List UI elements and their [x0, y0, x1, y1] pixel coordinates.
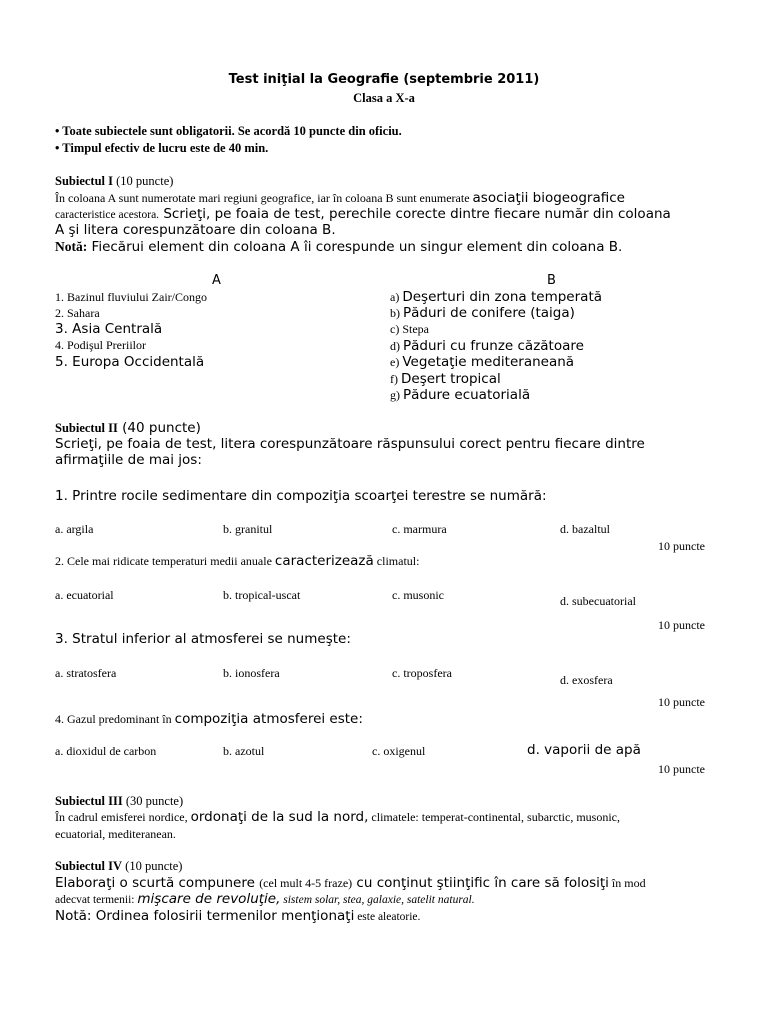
item-d: Păduri cu frunze căzătoare — [403, 338, 584, 354]
section-4-line-1 — [55, 875, 646, 891]
q2-option-a: a. ecuatorial — [55, 588, 114, 602]
letter-d: d) — [390, 339, 400, 353]
q4-points: 10 puncte — [658, 762, 705, 776]
s3-line1a: În cadrul emisferei nordice, — [55, 810, 191, 824]
q1-option-d: d. bazaltul — [560, 522, 610, 536]
section-4-heading — [55, 859, 182, 874]
q3-option-a: a. stratosfera — [55, 666, 117, 680]
letter-c: c) — [390, 322, 400, 336]
column-b-item — [390, 305, 575, 321]
section-4-title: Subiectul IV — [55, 859, 123, 873]
question-2 — [55, 553, 419, 569]
s1-line1b: asociaţii biogeografice — [472, 190, 625, 206]
s4-line1d: conţinut ştiinţific în care să folosiţi — [376, 875, 609, 891]
q2-option-b: b. tropical-uscat — [223, 588, 301, 602]
q1-option-c: c. marmura — [392, 522, 447, 536]
section-4-note — [55, 908, 420, 925]
column-b-item — [390, 387, 530, 403]
column-b-item — [390, 371, 501, 387]
s3-line1c: climatele: temperat-continental, subarctic, musonic, — [368, 810, 620, 824]
section-2-heading — [55, 420, 201, 436]
s4-line2b: mişcare de revoluţie, — [137, 891, 281, 907]
s1-note-label: Notă: — [55, 239, 88, 254]
q2-points: 10 puncte — [658, 618, 705, 632]
q4-option-d: d. vaporii de apă — [527, 742, 641, 758]
section-4-points: (10 puncte) — [122, 859, 183, 873]
s1-line1a: În coloana A sunt numerotate mari regiuni geografice, iar în coloana B sunt enumerate — [55, 191, 473, 205]
s1-line2b: Scrieţi, pe foaia de test, perechile corecte dintre fiecare număr din coloana — [159, 206, 671, 222]
column-a-item: 3. Asia Centrală — [55, 321, 163, 337]
s4-line2a: adecvat termenii: — [55, 894, 138, 906]
section-2-points: (40 puncte) — [117, 420, 201, 436]
test-subtitle: Clasa a X-a — [353, 91, 415, 105]
q2c: climatul: — [373, 554, 420, 568]
section-1-points: (10 puncte) — [113, 174, 174, 188]
question-4 — [55, 711, 363, 727]
section-3-title: Subiectul III — [55, 794, 123, 808]
item-c: Stepa — [402, 322, 429, 336]
section-1-line-1 — [55, 190, 625, 206]
q4-option-b: b. azotul — [223, 744, 265, 758]
s4-line1e: în mod — [608, 876, 646, 890]
item-a: Deşerturi din zona temperată — [402, 289, 603, 305]
s3-line1b: ordonaţi de la sud la nord, — [190, 809, 369, 825]
letter-e: e) — [390, 355, 400, 369]
section-2-title: Subiectul II — [55, 421, 118, 435]
column-a-header: A — [212, 273, 221, 288]
letter-g: g) — [390, 388, 400, 402]
section-1-heading — [55, 174, 173, 189]
q4-option-a: a. dioxidul de carbon — [55, 744, 157, 758]
column-b-item — [390, 289, 602, 305]
column-b-item — [390, 322, 429, 336]
column-a-item: 2. Sahara — [55, 306, 100, 320]
q2-option-d: d. subecuatorial — [560, 594, 636, 608]
section-2-intro-1: Scrieţi, pe foaia de test, litera corespunzătoare răspunsului corect pentru fiecare dintre — [55, 436, 645, 452]
q2b: caracterizează — [274, 553, 374, 569]
q1-option-b: b. granitul — [223, 522, 273, 536]
letter-b: b) — [390, 306, 400, 320]
section-3-line-1 — [55, 809, 620, 825]
column-a-item: 4. Podişul Preriilor — [55, 338, 147, 352]
q4b: compoziţia atmosferei este: — [174, 711, 363, 727]
section-1-line-3: A şi litera corespunzătoare din coloana B. — [55, 222, 336, 238]
rule-1: • Toate subiectele sunt obligatorii. Se acordă 10 puncte din oficiu. — [55, 124, 402, 138]
q4-option-c: c. oxigenul — [372, 744, 426, 758]
question-1: 1. Printre rocile sedimentare din compoziţia scoarţei terestre se numără: — [55, 488, 547, 504]
item-g: Pădure ecuatorială — [403, 387, 531, 403]
letter-f: f) — [390, 372, 398, 386]
q2a: 2. Cele mai ridicate temperaturi medii anuale — [55, 554, 275, 568]
q3-option-b: b. ionosfera — [223, 666, 280, 680]
item-e: Vegetaţie mediteraneană — [402, 354, 575, 370]
column-b-item — [390, 338, 584, 354]
column-a-item: 1. Bazinul fluviului Zair/Congo — [55, 290, 207, 304]
q4a: 4. Gazul predominant în — [55, 712, 175, 726]
q2-option-c: c. musonic — [392, 588, 444, 602]
q1-points: 10 puncte — [658, 539, 705, 553]
column-b-header: B — [547, 273, 556, 288]
s4-note-b: este aleatorie. — [354, 911, 421, 923]
section-1-title: Subiectul I — [55, 174, 114, 188]
q3-points: 10 puncte — [658, 695, 705, 709]
letter-a: a) — [390, 290, 400, 304]
section-1-note — [55, 239, 622, 255]
column-a-item: 5. Europa Occidentală — [55, 354, 205, 370]
rule-2: • Timpul efectiv de lucru este de 40 min. — [55, 141, 269, 155]
section-3-line-2: ecuatorial, mediteranean. — [55, 827, 176, 841]
q3-option-d: d. exosfera — [560, 673, 613, 687]
section-3-heading — [55, 794, 183, 809]
s4-note-a: Notă: Ordinea folosirii termenilor menţionaţi — [55, 908, 355, 924]
s4-line1a: Elaboraţi o scurtă compunere — [55, 875, 260, 891]
s4-line2c: sistem solar, stea, galaxie, satelit natural. — [280, 894, 475, 906]
s1-note-text: Fiecărui element din coloana A îi corespunde un singur element din coloana B. — [87, 239, 623, 255]
column-b-item — [390, 354, 574, 370]
q3-option-c: c. troposfera — [392, 666, 452, 680]
s4-line1b: (cel mult 4-5 fraze) — [259, 876, 353, 890]
section-4-line-2 — [55, 891, 475, 908]
item-b: Păduri de conifere (taiga) — [403, 305, 575, 321]
item-f: Deşert tropical — [401, 371, 501, 387]
section-2-intro-2: afirmaţiile de mai jos: — [55, 452, 202, 468]
test-title: Test iniţial la Geografie (septembrie 2011) — [228, 72, 540, 87]
question-3: 3. Stratul inferior al atmosferei se numeşte: — [55, 631, 351, 647]
q1-option-a: a. argila — [55, 522, 94, 536]
s4-line1c: cu — [352, 875, 377, 891]
section-1-line-2 — [55, 206, 671, 223]
section-3-points: (30 puncte) — [122, 794, 184, 808]
s1-line2a: caracteristice acestora. — [55, 209, 160, 221]
